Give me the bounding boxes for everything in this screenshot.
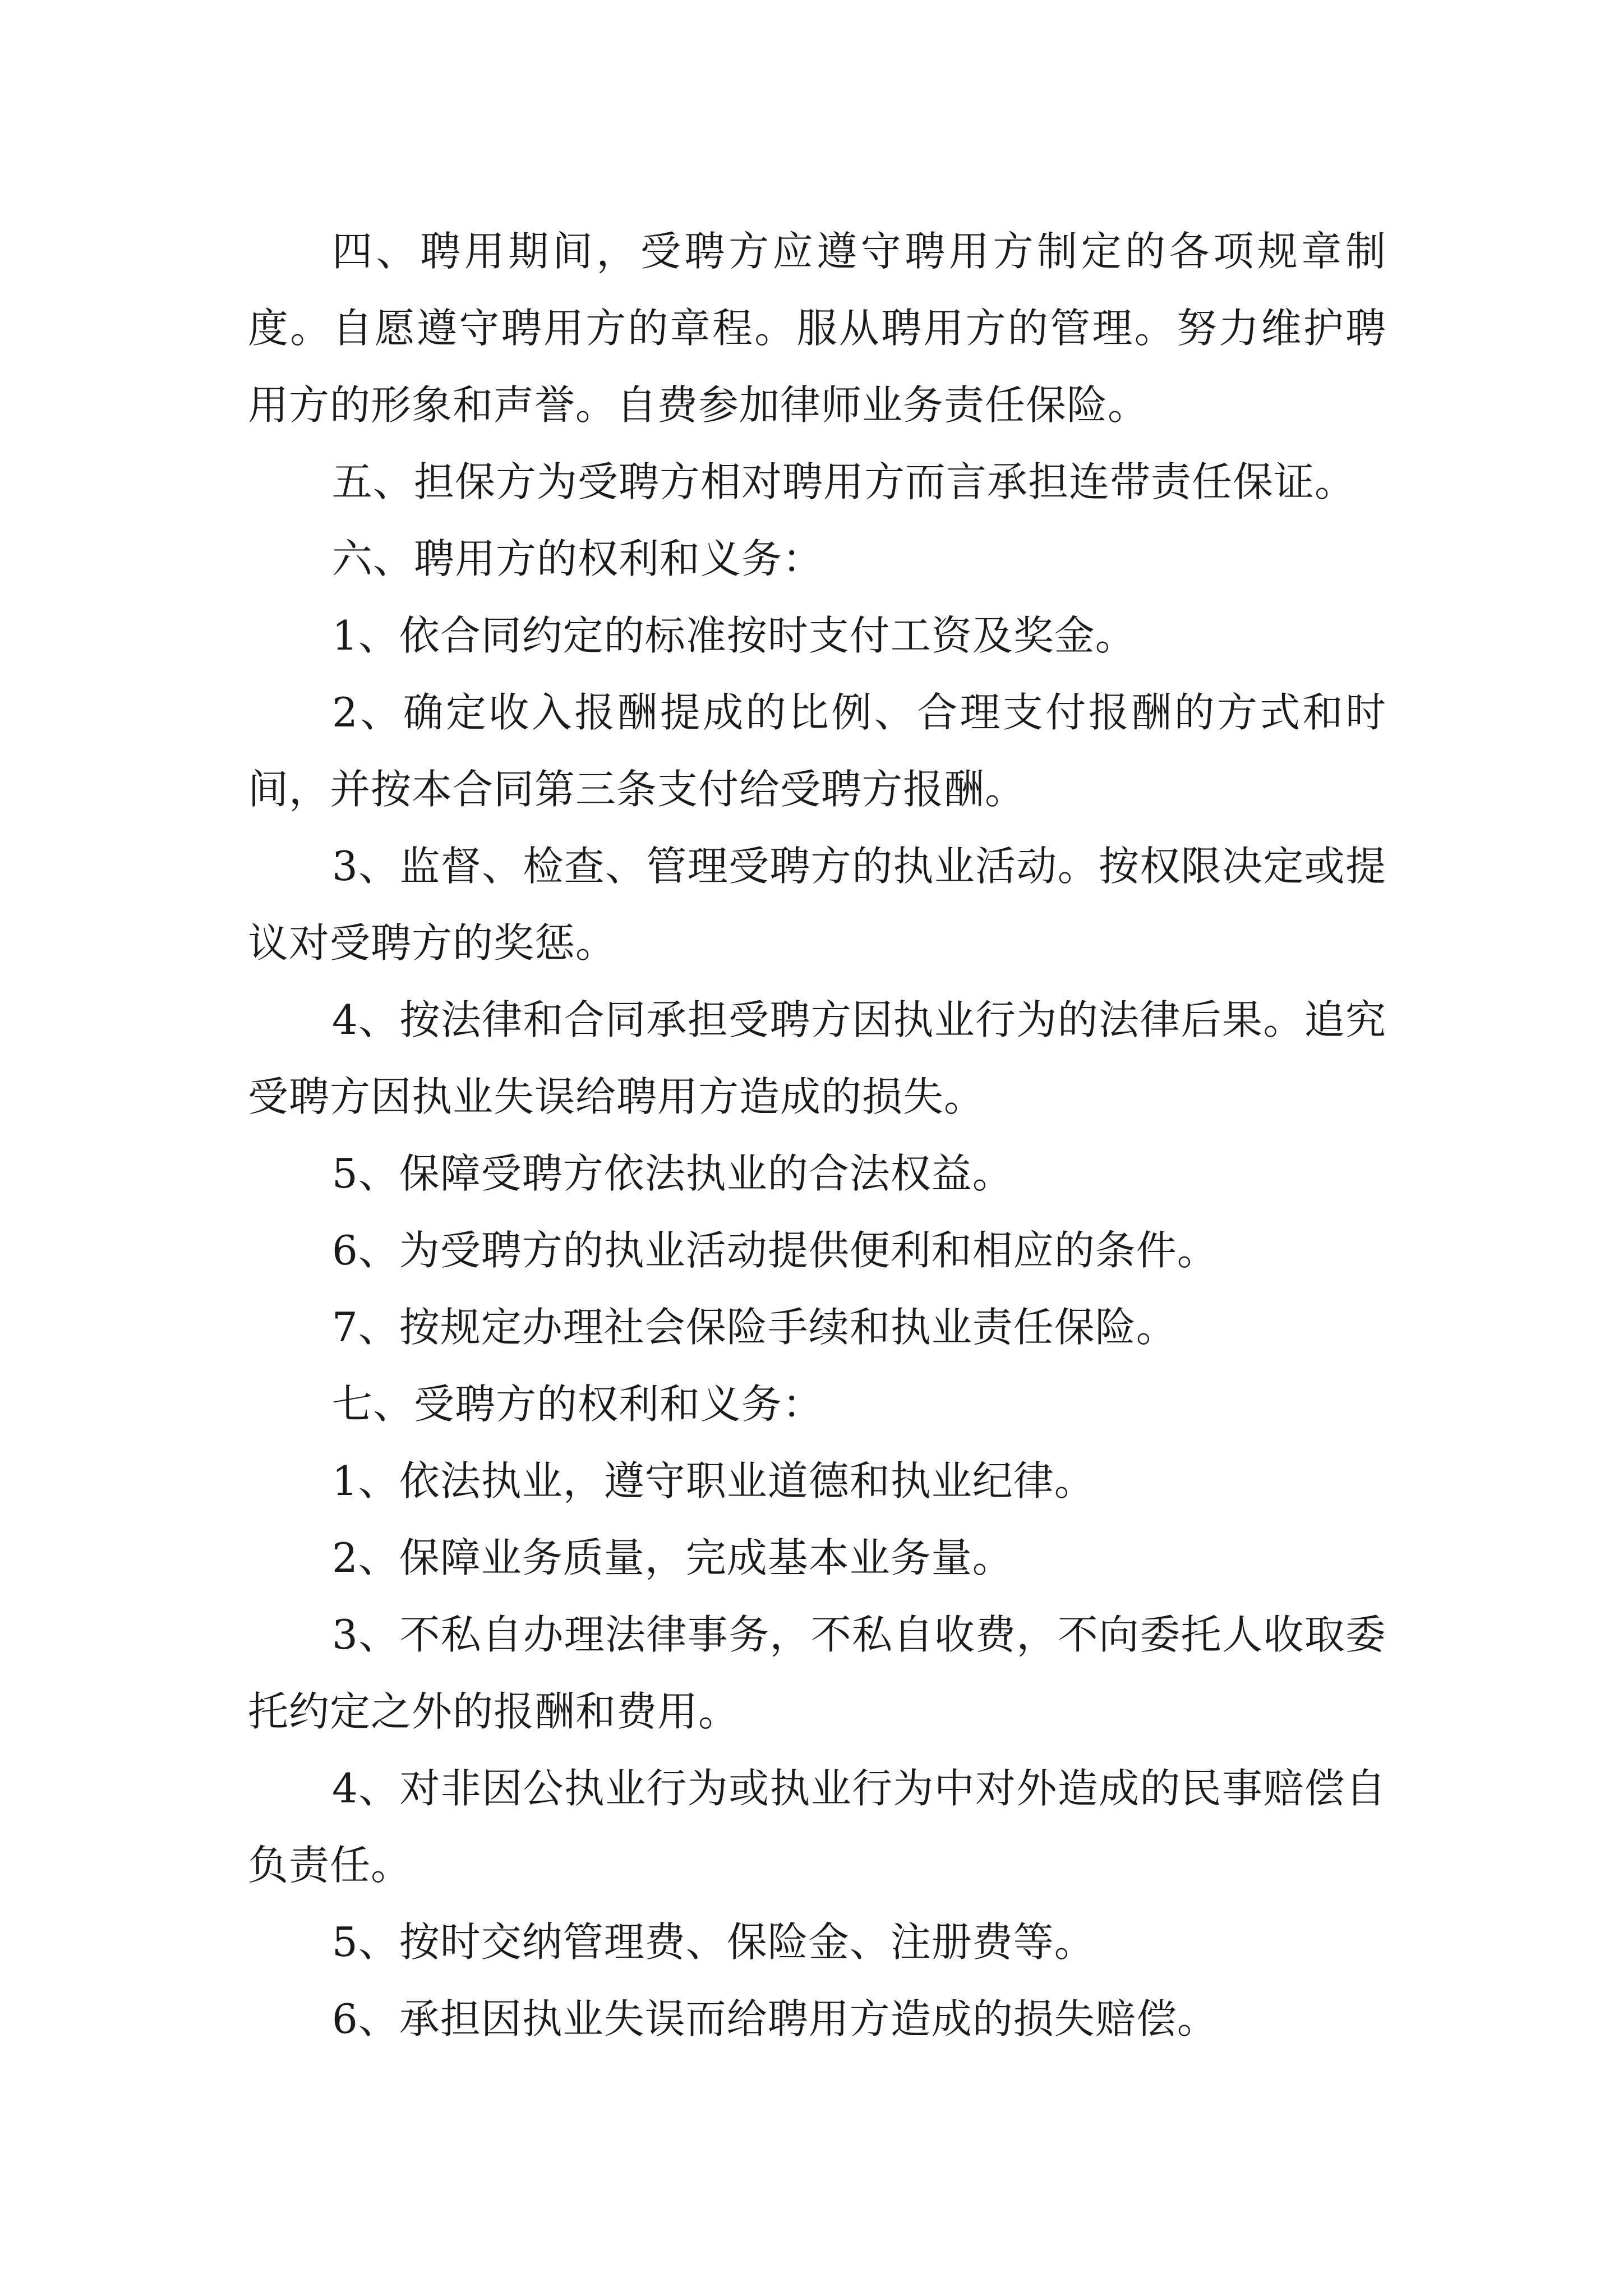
paragraph-section-7-item-5: 5、按时交纳管理费、保险金、注册费等。 — [332, 1918, 1095, 1966]
paragraph-section-7-item-3: 3、不私自办理法律事务，不私自收费，不向委托人收取委托约定之外的报酬和费用。 — [248, 1611, 1386, 1735]
paragraph-section-6-item-5: 5、保障受聘方依法执业的合法权益。 — [332, 1150, 1013, 1197]
paragraph-section-7-heading: 七、受聘方的权利和义务： — [332, 1381, 824, 1428]
paragraph-section-4: 四、聘用期间，受聘方应遵守聘用方制定的各项规章制度。自愿遵守聘用方的章程。服从聘用方的管理。努力维护聘用方的形象和声誉。自费参加律师业务责任保险。 — [248, 228, 1386, 429]
paragraph-section-7-item-2: 2、保障业务质量，完成基本业务量。 — [332, 1534, 1013, 1581]
paragraph-section-6-item-7: 7、按规定办理社会保险手续和执业责任保险。 — [332, 1304, 1177, 1351]
paragraph-section-6-item-4: 4、按法律和合同承担受聘方因执业行为的法律后果。追究受聘方因执业失误给聘用方造成的损失。 — [248, 996, 1386, 1120]
paragraph-section-6-item-6: 6、为受聘方的执业活动提供便利和相应的条件。 — [332, 1227, 1218, 1274]
paragraph-section-6-heading: 六、聘用方的权利和义务： — [332, 535, 824, 582]
paragraph-section-5: 五、担保方为受聘方相对聘用方而言承担连带责任保证。 — [332, 458, 1356, 505]
paragraph-section-6-item-2: 2、确定收入报酬提成的比例、合理支付报酬的方式和时间，并按本合同第三条支付给受聘方报酬。 — [248, 689, 1386, 813]
paragraph-section-7-item-1: 1、依法执业，遵守职业道德和执业纪律。 — [332, 1457, 1095, 1504]
paragraph-section-6-item-3: 3、监督、检查、管理受聘方的执业活动。按权限决定或提议对受聘方的奖惩。 — [248, 843, 1386, 967]
paragraph-section-6-item-1: 1、依合同约定的标准按时支付工资及奖金。 — [332, 612, 1136, 659]
document-body — [248, 213, 1386, 2058]
paragraph-section-7-item-4: 4、对非因公执业行为或执业行为中对外造成的民事赔偿自负责任。 — [248, 1765, 1386, 1889]
paragraph-section-7-item-6: 6、承担因执业失误而给聘用方造成的损失赔偿。 — [332, 1995, 1218, 2042]
